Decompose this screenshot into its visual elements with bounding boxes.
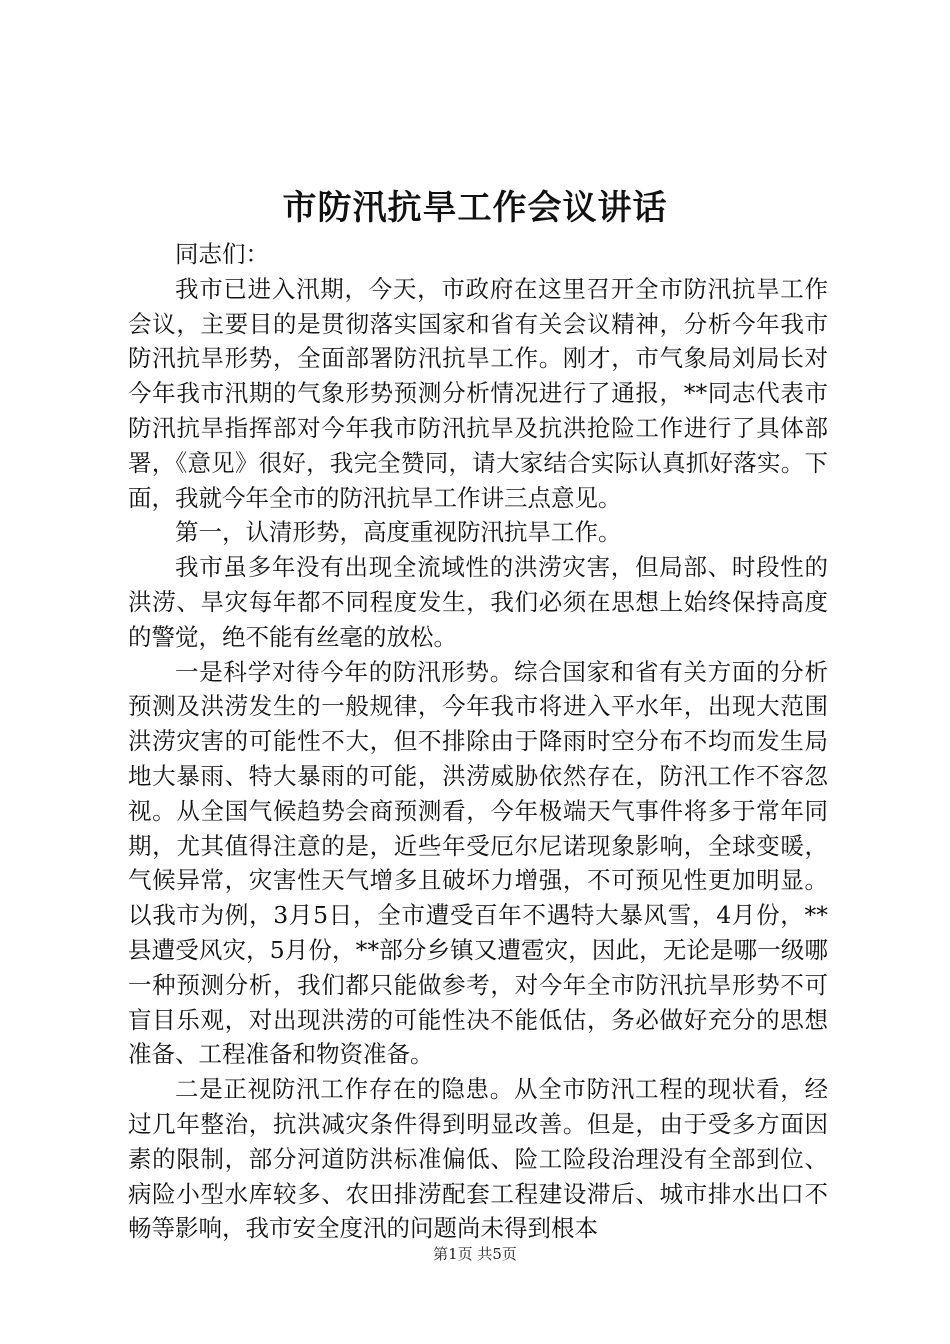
- salutation: 同志们：: [175, 240, 269, 268]
- paragraph-point-1: 一是科学对待今年的防汛形势。综合国家和省有关方面的分析预测及洪涝发生的一般规律，今年我市将进入平水年，出现大范围洪涝灾害的可能性不大，但不排除由于降雨时空分布不均而发生局地大暴雨、特大暴雨的可能，洪涝威胁依然存在，防汛工作不容忽视。从全国气候趋势会商预测看，今年极端天气事件将多于常年同期，尤其值得注意的是，近些年受厄尔尼诺现象影响，全球变暖，气候异常，灾害性天气增多且破坏力增强，不可预见性更加明显。以我市为例，3月5日，全市遭受百年不遇特大暴风雪，4月份，**县遭受风灾，5月份，**部分乡镇又遭雹灾，因此，无论是哪一级哪一种预测分析，我们都只能做参考，对今年全市防汛抗旱形势不可盲目乐观，对出现洪涝的可能性决不能低估，务必做好充分的思想准备、工程准备和物资准备。: [128, 657, 828, 1069]
- section-heading-1: 第一，认清形势，高度重视防汛抗旱工作。: [175, 518, 622, 547]
- page-indicator: 第1页 共5页: [433, 1245, 517, 1263]
- paragraph-section-1-intro: 我市虽多年没有出现全流域性的洪涝灾害，但局部、时段性的洪涝、旱灾每年都不同程度发生，我们必须在思想上始终保持高度的警觉，绝不能有丝毫的放松。: [128, 553, 828, 651]
- document-body: [128, 237, 828, 1246]
- document-title: 市防汛抗旱工作会议讲话: [282, 188, 668, 228]
- paragraph-intro: 我市已进入汛期，今天，市政府在这里召开全市防汛抗旱工作会议，主要目的是贯彻落实国家和省有关会议精神，分析今年我市防汛抗旱形势，全面部署防汛抗旱工作。刚才，市气象局刘局长对今年我市汛期的气象形势预测分析情况进行了通报，**同志代表市防汛抗旱指挥部对今年我市防汛抗旱及抗洪抢险工作进行了具体部署，《意见》很好，我完全赞同，请大家结合实际认真抓好落实。下面，我就今年全市的防汛抗旱工作讲三点意见。: [128, 274, 828, 512]
- paragraph-point-2: 二是正视防汛工作存在的隐患。从全市防汛工程的现状看，经过几年整治，抗洪减灾条件得到明显改善。但是，由于受多方面因素的限制，部分河道防洪标准偏低、险工险段治理没有全部到位、病险小型水库较多、农田排涝配套工程建设滞后、城市排水出口不畅等影响，我市安全度汛的问题尚未得到根本: [128, 1075, 828, 1243]
